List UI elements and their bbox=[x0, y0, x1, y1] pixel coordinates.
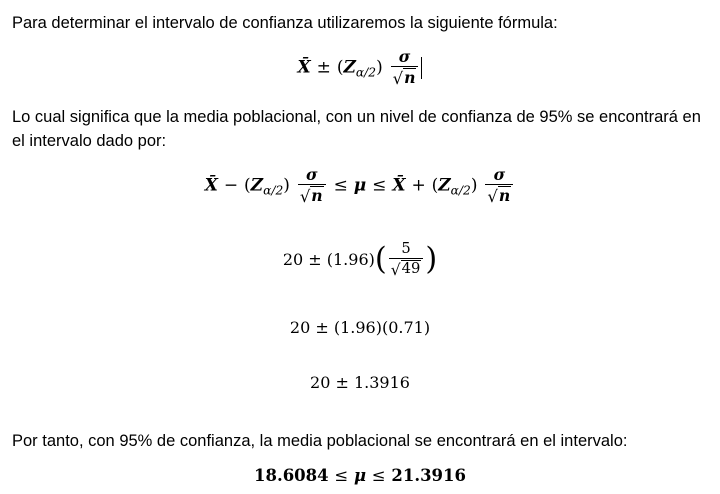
plus-minus-symbol: ± bbox=[315, 318, 329, 337]
calc-step-margin bbox=[0, 373, 720, 392]
leq-symbol: ≤ bbox=[371, 466, 386, 485]
xbar-symbol: X̄ bbox=[204, 175, 218, 196]
ratio-value: 0.71 bbox=[388, 318, 424, 337]
formula-general: X̄ ± $(Z_{\alpha/2})$ σ √ n bbox=[0, 48, 720, 88]
result-interval bbox=[0, 466, 720, 485]
sigma-numerator: σ bbox=[398, 47, 411, 66]
mu-symbol: μ bbox=[353, 466, 367, 485]
sigma-value: 5 bbox=[401, 240, 411, 257]
sigma-numerator: σ bbox=[305, 165, 318, 184]
calc-step-substitution: 20 ± (1.96)( 5 √ 49 ) bbox=[282, 240, 438, 279]
sqrt-symbol: √ bbox=[299, 186, 311, 206]
plus-minus-symbol: ± bbox=[335, 373, 349, 392]
leq-symbol: ≤ bbox=[334, 466, 349, 485]
sigma-numerator: σ bbox=[493, 165, 506, 184]
plus-minus-symbol: ± bbox=[308, 249, 322, 269]
n-value: 49 bbox=[401, 260, 421, 278]
plus-minus-symbol: ± bbox=[316, 57, 331, 78]
mean-value: 20 bbox=[310, 373, 331, 392]
z-subscript: α/2 bbox=[355, 65, 377, 80]
sqrt-symbol: √ bbox=[487, 186, 498, 206]
sigma-over-sqrt-n bbox=[298, 166, 326, 206]
z-subscript: α/2 bbox=[450, 183, 471, 198]
mean-value: 20 bbox=[282, 249, 304, 269]
sigma-over-sqrt-n bbox=[391, 48, 419, 88]
lower-bound: 18.6084 bbox=[253, 466, 329, 485]
n-symbol: n bbox=[498, 186, 511, 206]
z-symbol: Z bbox=[438, 175, 451, 196]
formula-interval: X̄ − $(Z_{\alpha/2})$ σ √ n ≤ μ ≤ X̄ + $(Z_{\alpha/2})$ σ √ n bbox=[0, 166, 720, 206]
sqrt-symbol: √ bbox=[392, 68, 404, 88]
xbar-symbol: X̄ bbox=[297, 57, 311, 78]
xbar-symbol: X̄ bbox=[392, 175, 406, 196]
conclusion-text: Por tanto, con 95% de confianza, la media poblacional se encontrará en el intervalo: bbox=[12, 432, 628, 450]
z-subscript: α/2 bbox=[263, 183, 284, 198]
z-value: 1.96 bbox=[340, 318, 376, 337]
z-symbol: Z bbox=[250, 175, 264, 196]
text-cursor bbox=[421, 57, 422, 79]
leq-symbol: ≤ bbox=[333, 175, 348, 196]
leq-symbol: ≤ bbox=[372, 175, 387, 196]
n-symbol: n bbox=[404, 68, 416, 88]
sqrt-symbol: √ bbox=[390, 260, 401, 279]
sigma-over-sqrt-n bbox=[485, 166, 513, 206]
minus-symbol: − bbox=[223, 175, 239, 196]
plus-symbol: + bbox=[411, 175, 426, 196]
intro-text: Para determinar el intervalo de confianza utilizaremos la siguiente fórmula: bbox=[12, 14, 558, 32]
n-symbol: n bbox=[311, 186, 323, 206]
meaning-text: Lo cual significa que la media poblacional, con un nivel de confianza de 95% se encontrará en el intervalo dado por: bbox=[12, 108, 701, 150]
mu-symbol: μ bbox=[353, 175, 367, 196]
calc-step-ratio: 20 ± (1.96)(0.71) bbox=[289, 318, 431, 337]
mean-value: 20 bbox=[289, 318, 311, 337]
z-value: 1.96 bbox=[333, 249, 369, 269]
z-symbol: Z bbox=[343, 57, 356, 78]
sigma-over-sqrt-n-values bbox=[389, 241, 424, 280]
margin-value: 1.3916 bbox=[353, 373, 410, 392]
upper-bound: 21.3916 bbox=[391, 466, 466, 485]
